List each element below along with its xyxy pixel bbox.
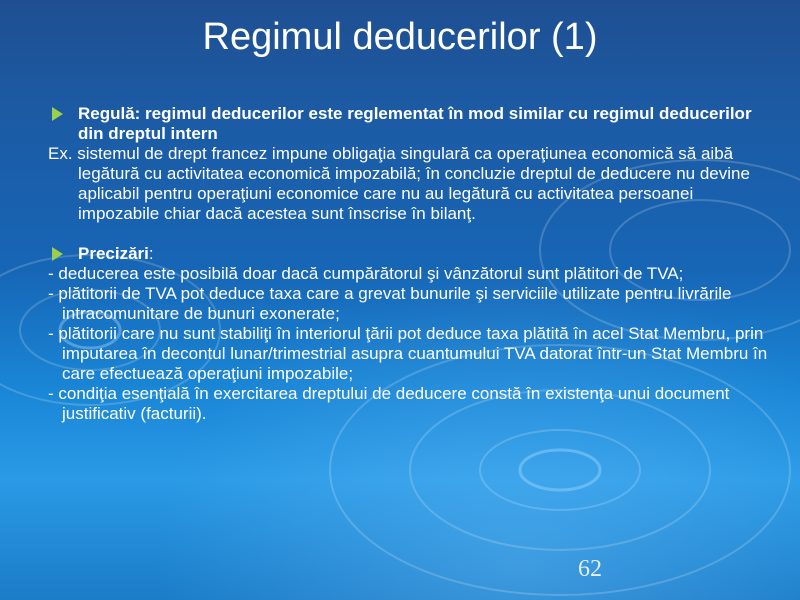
clarifications-colon: : xyxy=(148,244,154,263)
arrow-bullet-icon xyxy=(52,247,63,261)
clarifications-heading: Precizări xyxy=(78,244,149,263)
slide-body xyxy=(48,104,768,424)
rule-text: Regulă: regimul deducerilor este reglementat în mod similar cu regimul deducerilor din dreptul intern xyxy=(78,104,752,143)
clarifications-bullet xyxy=(48,244,768,264)
clarification-item: - condiţia esenţială în exercitarea dreptului de deducere constă în existenţa unui document justificativ (facturii). xyxy=(48,384,730,423)
rule-bullet xyxy=(48,104,768,144)
arrow-bullet-icon xyxy=(52,107,63,121)
slide-title: Regimul deducerilor (1) xyxy=(202,16,598,58)
page-number: 62 xyxy=(578,556,602,582)
clarification-item: - plătitorii de TVA pot deduce taxa care a grevat bunurile şi serviciile utilizate pentru livrările intracomunitare de bunuri exonerate; xyxy=(48,284,732,323)
example-text: Ex. sistemul de drept francez impune obligaţia singulară ca operaţiunea economică să aibă legătură cu activitatea economică impozabilă; în concluzie dreptul de deducere nu devine aplicabil pentru operaţiuni economice care nu au legătură cu activitatea persoanei impozabile chiar dacă acestea sunt înscrise în bilanţ. xyxy=(48,144,750,223)
clarification-item: - deducerea este posibilă doar dacă cumpărătorul şi vânzătorul sunt plătitori de TVA; xyxy=(48,264,684,283)
clarification-item: - plătitorii care nu sunt stabiliţi în interiorul ţării pot deduce taxa plătită în acel Stat Membru, prin imputarea în decontul lunar/trimestrial asupra cuantumului TVA datorat într-un Stat Membru în care efectuează operaţiuni impozabile; xyxy=(48,324,768,383)
